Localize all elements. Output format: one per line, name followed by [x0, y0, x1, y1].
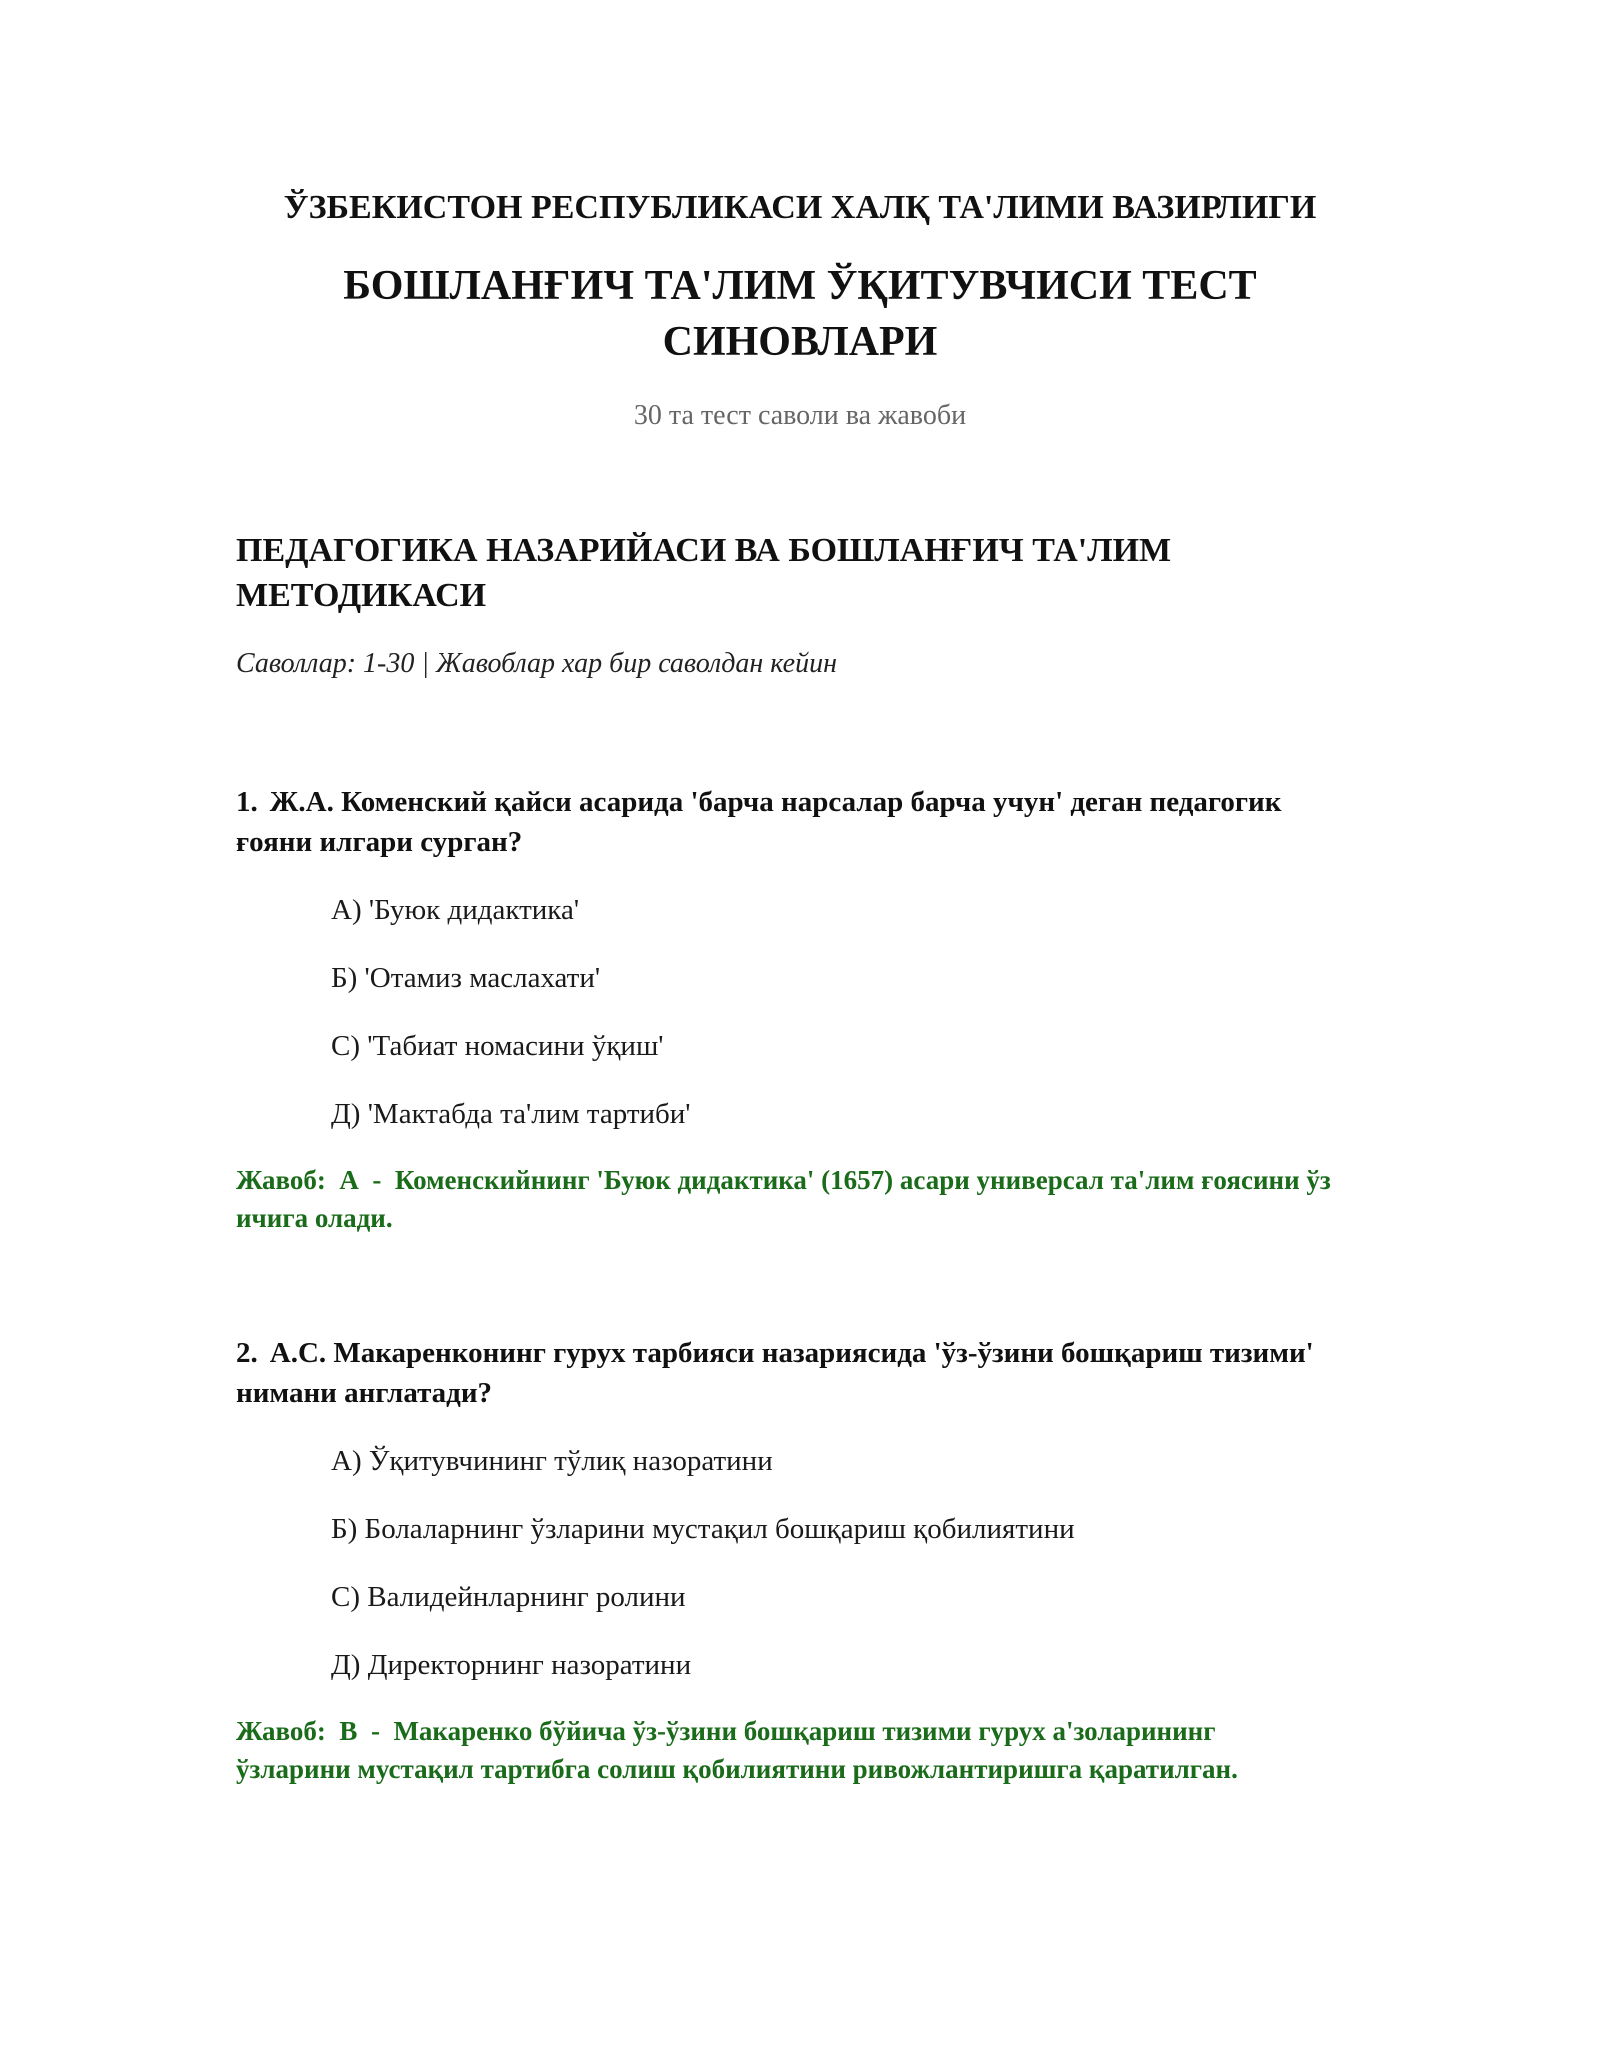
question-1-option-d: Д) 'Мактабда та'лим тартиби' [331, 1098, 691, 1130]
question-2-option-b: Б) Болаларнинг ўзларини мустақил бошқариш қобилиятини [331, 1513, 1075, 1545]
section-title: ПЕДАГОГИКА НАЗАРИЙАСИ ВА БОШЛАНҒИЧ ТА'ЛИМ МЕТОДИКАСИ [236, 532, 1172, 614]
question-1-option-a: А) 'Буюк дидактика' [331, 894, 580, 926]
answer-separator: - [372, 1165, 382, 1195]
answer-text: Коменскийнинг 'Буюк дидактика' (1657) асари универсал та'лим ғоясини ўз ичига олади. [236, 1165, 1331, 1233]
question-2-option-a: А) Ўқитувчининг тўлиқ назоратини [331, 1445, 773, 1477]
section-note: Саволлар: 1-30 | Жавоблар хар бир саволдан кейин [236, 648, 837, 679]
document-subtitle: 30 та тест саволи ва жавоби [633, 400, 967, 431]
question-1-option-b: Б) 'Отамиз маслахати' [331, 962, 601, 994]
ministry-heading: ЎЗБЕКИСТОН РЕСПУБЛИКАСИ ХАЛҚ ТА'ЛИМИ ВАЗИРЛИГИ [283, 189, 1317, 226]
question-number: 2. [236, 1337, 258, 1369]
answer-letter: В [339, 1716, 358, 1746]
answer-label: Жавоб: [236, 1716, 326, 1746]
document-title: БОШЛАНҒИЧ ТА'ЛИМ ЎҚИТУВЧИСИ ТЕСТ СИНОВЛАРИ [343, 263, 1257, 365]
question-number: 1. [236, 786, 258, 818]
question-1-option-c: С) 'Табиат номасини ўқиш' [331, 1030, 664, 1062]
question-2-option-c: С) Валидейнларнинг ролини [331, 1581, 686, 1613]
question-2-option-d: Д) Директорнинг назоратини [331, 1649, 692, 1681]
question-text: А.С. Макаренконинг гурух тарбияси назариясида 'ўз-ўзини бошқариш тизими' нимани англатади? [236, 1337, 1314, 1409]
question-2 [236, 1333, 1336, 1413]
question-1 [236, 782, 1336, 862]
answer-separator: - [370, 1716, 380, 1746]
answer-label: Жавоб: [236, 1165, 326, 1195]
question-text: Ж.А. Коменский қайси асарида 'барча нарсалар барча учун' деган педагогик ғояни илгари сурган? [236, 786, 1282, 858]
answer-text: Макаренко бўйича ўз-ўзини бошқариш тизими гурух а'золарининг ўзларини мустақил тартибга солиш қобилиятини ривожлантиришга қаратилган. [236, 1716, 1238, 1784]
question-1-answer [236, 1161, 1336, 1237]
answer-letter: А [339, 1165, 359, 1195]
question-2-answer [236, 1712, 1336, 1788]
